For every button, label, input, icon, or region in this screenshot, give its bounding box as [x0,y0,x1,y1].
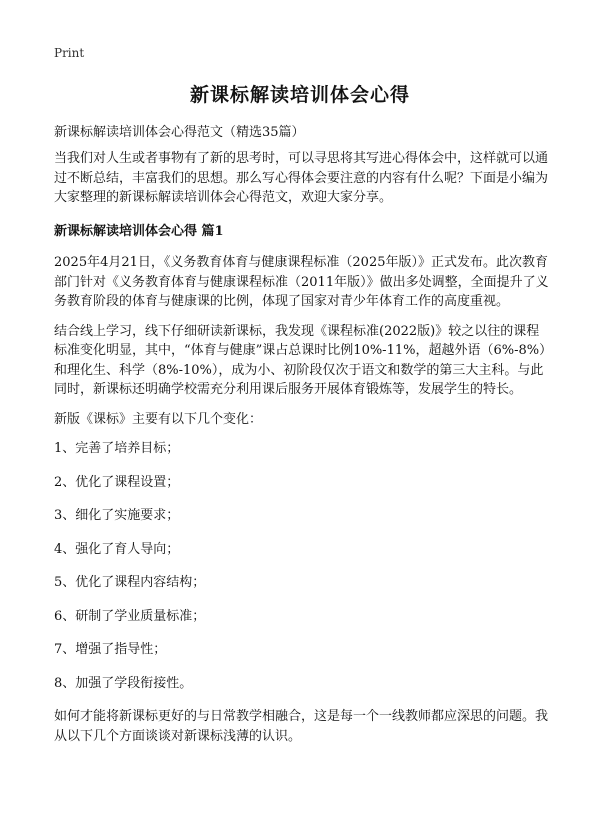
paragraph-1: 2025年4月21日，《义务教育体育与健康课程标准（2025年版）》正式发布。此次教育部门针对《义务教育体育与健康课程标准（2011年版）》做出多处调整，全面提升了义务教育阶段的体育与健康课的比例，体现了国家对青少年体育工作的高度重视。 [54,255,549,309]
paragraph-2: 结合线上学习，线下仔细研读新课标，我发现《课程标准(2022版)》较之以往的课程标准变化明显，其中，“体育与健康”课占总课时比例10%-11%，超越外语（6%-8%）和理化生、科学（8%-10%），成为小、初阶段仅次于语文和数学的第三大主科。与此同时，新课标还明确学校需充分利用课后服务开展体育锻炼等，发展学生的特长。 [54,323,546,397]
document-subtitle: 新课标解读培训体会心得范文（精选35篇） [54,125,305,140]
list-item: 2、优化了课程设置； [54,474,180,490]
section-heading: 新课标解读培训体会心得 篇1 [54,223,224,239]
intro-paragraph: 当我们对人生或者事物有了新的思考时，可以寻思将其写进心得体会中，这样就可以通过不断总结，丰富我们的思想。那么写心得体会要注意的内容有什么呢？下面是小编为大家整理的新课标解读培训体会心得范文，欢迎大家分享。 [54,151,549,205]
page-title: 新课标解读培训体会心得 [189,84,410,106]
list-item: 5、优化了课程内容结构； [54,575,206,590]
list-item: 7、增强了指导性； [54,642,167,657]
paragraph-4: 如何才能将新课标更好的与日常教学相融合，这是每一个一线教师都应深思的问题。我从以下几个方面谈谈对新课标浅薄的认识。 [54,709,549,744]
list-item: 4、强化了育人导向； [54,541,180,557]
print-label[interactable]: Print [54,46,85,60]
list-item: 1、完善了培养目标； [54,441,180,456]
list-item: 3、细化了实施要求； [54,508,180,523]
list-item: 8、加强了学段衔接性。 [54,675,193,691]
paragraph-3: 新版《课标》主要有以下几个变化： [54,411,263,427]
list-item: 6、研制了学业质量标准； [54,608,206,624]
document-body [54,149,552,756]
